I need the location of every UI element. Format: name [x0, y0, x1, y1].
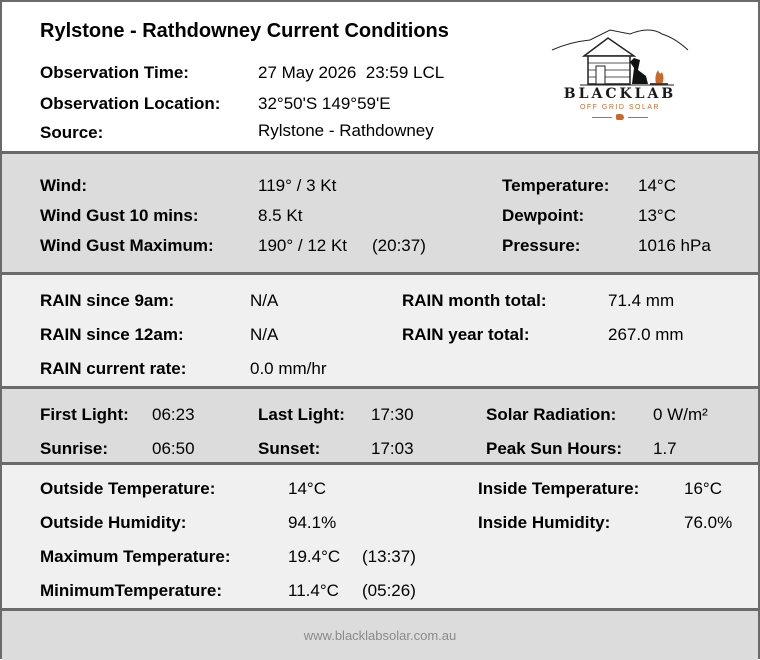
temperature-label: Temperature:	[502, 176, 610, 195]
maximum-temperature-label: Maximum Temperature:	[40, 547, 231, 566]
sunset-value: 17:03	[371, 439, 414, 458]
logo-australia-icon	[616, 114, 624, 120]
minimum-temperature-label: MinimumTemperature:	[40, 581, 222, 600]
last-light-value: 17:30	[371, 405, 414, 424]
pressure-value: 1016 hPa	[638, 236, 711, 255]
wind-gust-max-value: 190° / 12 Kt	[258, 236, 348, 255]
logo-tagline: OFF GRID SOLAR	[579, 104, 661, 111]
footer-section	[2, 608, 758, 660]
sunrise-value: 06:50	[152, 439, 195, 458]
outside-humidity-label: Outside Humidity:	[40, 513, 187, 532]
page-title: Rylstone - Rathdowney Current Conditions	[40, 20, 449, 42]
rain-since-9am-label: RAIN since 9am:	[40, 291, 175, 310]
first-light-label: First Light:	[40, 405, 129, 424]
wind-gust-10-label: Wind Gust 10 mins:	[40, 206, 199, 225]
station-section	[2, 462, 758, 608]
wind-gust-10-value: 8.5 Kt	[258, 206, 303, 225]
wind-gust-max-time: (20:37)	[372, 236, 426, 255]
rain-rate-value: 0.0 mm/hr	[250, 359, 327, 378]
solar-radiation-value: 0 W/m²	[653, 405, 708, 424]
sunset-label: Sunset:	[258, 439, 321, 458]
source-value: Rylstone - Rathdowney	[258, 121, 434, 140]
rain-rate-label: RAIN current rate:	[40, 359, 187, 378]
outside-humidity-value: 94.1%	[288, 513, 337, 532]
minimum-temperature-time: (05:26)	[362, 581, 416, 600]
temperature-value: 14°C	[638, 176, 676, 195]
maximum-temperature-value: 19.4°C	[288, 547, 341, 566]
blacklab-logo	[550, 20, 690, 130]
sun-section	[2, 386, 758, 462]
inside-temperature-value: 16°C	[684, 479, 722, 498]
inside-humidity-value: 76.0%	[684, 513, 733, 532]
maximum-temperature-time: (13:37)	[362, 547, 416, 566]
rain-since-12am-value: N/A	[250, 325, 279, 344]
dewpoint-label: Dewpoint:	[502, 206, 585, 225]
rain-section	[2, 272, 758, 386]
peak-sun-hours-value: 1.7	[653, 439, 677, 458]
rain-month-label: RAIN month total:	[402, 291, 547, 310]
rain-year-value: 267.0 mm	[608, 325, 684, 344]
obs-location-label: Observation Location:	[40, 94, 221, 113]
first-light-value: 06:23	[152, 405, 195, 424]
rain-year-label: RAIN year total:	[402, 325, 530, 344]
rain-since-9am-value: N/A	[250, 291, 279, 310]
last-light-label: Last Light:	[258, 405, 345, 424]
wind-gust-max-label: Wind Gust Maximum:	[40, 236, 214, 255]
sunrise-label: Sunrise:	[40, 439, 109, 458]
inside-humidity-label: Inside Humidity:	[478, 513, 611, 532]
obs-time-label: Observation Time:	[40, 63, 189, 82]
solar-radiation-label: Solar Radiation:	[486, 405, 617, 424]
footer-url-link[interactable]: www.blacklabsolar.com.au	[303, 628, 457, 643]
rain-since-12am-label: RAIN since 12am:	[40, 325, 184, 344]
wind-label: Wind:	[40, 176, 88, 195]
pressure-label: Pressure:	[502, 236, 581, 255]
outside-temperature-value: 14°C	[288, 479, 326, 498]
peak-sun-hours-label: Peak Sun Hours:	[486, 439, 623, 458]
wind-section	[2, 151, 758, 272]
obs-time-value: 27 May 2026 23:59 LCL	[258, 63, 445, 82]
minimum-temperature-value: 11.4°C	[288, 581, 339, 600]
inside-temperature-label: Inside Temperature:	[478, 479, 640, 498]
wind-value: 119° / 3 Kt	[258, 176, 337, 195]
rain-month-value: 71.4 mm	[608, 291, 675, 310]
obs-location-value: 32°50'S 149°59'E	[258, 94, 391, 113]
header-section	[2, 2, 758, 151]
source-label: Source:	[40, 123, 104, 142]
outside-temperature-label: Outside Temperature:	[40, 479, 216, 498]
dewpoint-value: 13°C	[638, 206, 676, 225]
logo-brand-name: BLACKLAB	[563, 86, 677, 102]
logo-rule-right	[628, 117, 648, 118]
logo-rule-left	[592, 117, 612, 118]
